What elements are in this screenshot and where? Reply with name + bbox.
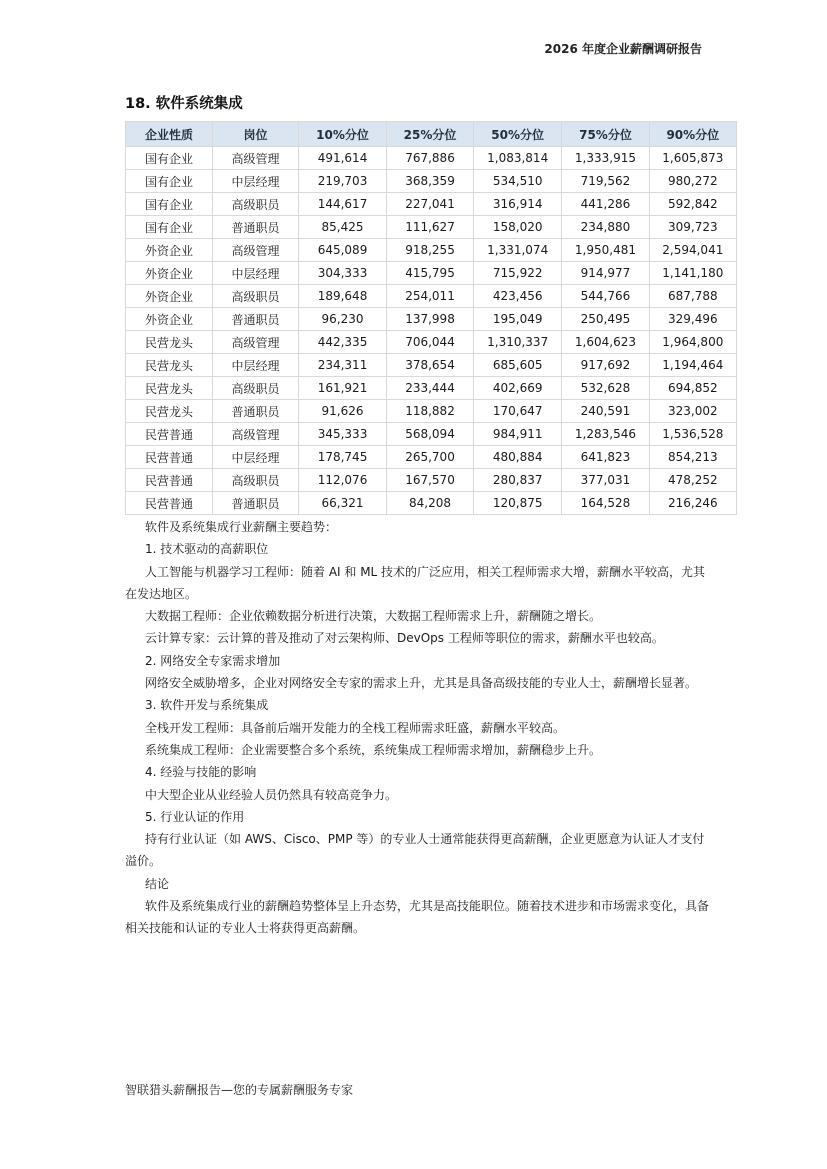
table-cell: 普通职员 xyxy=(213,216,299,239)
table-cell: 民营龙头 xyxy=(126,331,213,354)
table-cell: 2,594,041 xyxy=(649,239,736,262)
table-cell: 1,333,915 xyxy=(562,147,649,170)
table-cell: 158,020 xyxy=(474,216,562,239)
table-cell: 234,880 xyxy=(562,216,649,239)
table-cell: 民营龙头 xyxy=(126,377,213,400)
paragraph: 软件及系统集成行业薪酬主要趋势： xyxy=(145,520,338,534)
paragraph: 大数据工程师：企业依赖数据分析进行决策，大数据工程师需求上升，薪酬随之增长。 xyxy=(145,609,602,624)
table-cell: 外资企业 xyxy=(126,308,213,331)
paragraph: 结论 xyxy=(145,876,170,891)
table-cell: 227,041 xyxy=(387,193,474,216)
paragraph: 2. 网络安全专家需求增加 xyxy=(145,653,281,668)
table-cell: 233,444 xyxy=(387,377,474,400)
table-cell: 111,627 xyxy=(387,216,474,239)
table-cell: 1,310,337 xyxy=(474,331,562,354)
table-cell: 441,286 xyxy=(562,193,649,216)
paragraph: 云计算专家：云计算的普及推动了对云架构师、DevOps 工程师等职位的需求，薪酬水平也较高。 xyxy=(145,631,664,646)
table-cell: 189,648 xyxy=(299,285,387,308)
table-cell: 715,922 xyxy=(474,262,562,285)
table-cell: 66,321 xyxy=(299,492,387,515)
paragraph: 5. 行业认证的作用 xyxy=(145,809,245,824)
table-cell: 170,647 xyxy=(474,400,562,423)
table-cell: 195,049 xyxy=(474,308,562,331)
table-cell: 368,359 xyxy=(387,170,474,193)
table-cell: 568,094 xyxy=(387,423,474,446)
table-cell: 442,335 xyxy=(299,331,387,354)
table-cell: 1,283,546 xyxy=(562,423,649,446)
table-cell: 91,626 xyxy=(299,400,387,423)
table-cell: 377,031 xyxy=(562,469,649,492)
table-cell: 1,950,481 xyxy=(562,239,649,262)
table-cell: 民营普通 xyxy=(126,423,213,446)
table-cell: 304,333 xyxy=(299,262,387,285)
table-cell: 329,496 xyxy=(649,308,736,331)
table-row xyxy=(126,492,737,515)
table-cell: 中层经理 xyxy=(213,262,299,285)
paragraph: 1. 技术驱动的高薪职位 xyxy=(145,542,269,557)
table-cell: 280,837 xyxy=(474,469,562,492)
table-cell: 民营龙头 xyxy=(126,400,213,423)
table-cell: 1,604,623 xyxy=(562,331,649,354)
table-cell: 532,628 xyxy=(562,377,649,400)
table-cell: 323,002 xyxy=(649,400,736,423)
table-cell: 423,456 xyxy=(474,285,562,308)
column-header: 75%分位 xyxy=(562,122,649,147)
section-title: 18. 软件系统集成 xyxy=(125,96,243,112)
table-cell: 96,230 xyxy=(299,308,387,331)
table-cell: 167,570 xyxy=(387,469,474,492)
table-cell: 中层经理 xyxy=(213,354,299,377)
table-cell: 国有企业 xyxy=(126,147,213,170)
table-cell: 219,703 xyxy=(299,170,387,193)
table-cell: 378,654 xyxy=(387,354,474,377)
table-cell: 719,562 xyxy=(562,170,649,193)
table-cell: 1,141,180 xyxy=(649,262,736,285)
table-cell: 641,823 xyxy=(562,446,649,469)
table-cell: 民营普通 xyxy=(126,492,213,515)
table-cell: 706,044 xyxy=(387,331,474,354)
table-cell: 84,208 xyxy=(387,492,474,515)
table-cell: 高级职员 xyxy=(213,377,299,400)
table-cell: 外资企业 xyxy=(126,262,213,285)
table-cell: 309,723 xyxy=(649,216,736,239)
table-cell: 高级职员 xyxy=(213,193,299,216)
salary-table xyxy=(125,121,737,515)
table-header-row xyxy=(126,122,737,147)
table-cell: 265,700 xyxy=(387,446,474,469)
table-cell: 高级管理 xyxy=(213,147,299,170)
page-header: 2026 年度企业薪酬调研报告 xyxy=(544,42,702,56)
table-cell: 中层经理 xyxy=(213,446,299,469)
table-cell: 694,852 xyxy=(649,377,736,400)
table-cell: 544,766 xyxy=(562,285,649,308)
table-cell: 外资企业 xyxy=(126,239,213,262)
table-cell: 1,605,873 xyxy=(649,147,736,170)
table-cell: 高级职员 xyxy=(213,285,299,308)
table-cell: 914,977 xyxy=(562,262,649,285)
table-cell: 480,884 xyxy=(474,446,562,469)
table-cell: 1,536,528 xyxy=(649,423,736,446)
table-cell: 1,331,074 xyxy=(474,239,562,262)
table-cell: 161,921 xyxy=(299,377,387,400)
table-cell: 中层经理 xyxy=(213,170,299,193)
table-cell: 415,795 xyxy=(387,262,474,285)
table-cell: 402,669 xyxy=(474,377,562,400)
table-cell: 164,528 xyxy=(562,492,649,515)
table-cell: 767,886 xyxy=(387,147,474,170)
paragraph: 系统集成工程师：企业需要整合多个系统，系统集成工程师需求增加，薪酬稳步上升。 xyxy=(145,742,602,757)
table-body xyxy=(126,147,737,515)
table-cell: 917,692 xyxy=(562,354,649,377)
table-cell: 144,617 xyxy=(299,193,387,216)
table-cell: 民营普通 xyxy=(126,446,213,469)
column-header: 50%分位 xyxy=(474,122,562,147)
table-cell: 645,089 xyxy=(299,239,387,262)
trend-text xyxy=(125,516,710,940)
table-cell: 普通职员 xyxy=(213,492,299,515)
table-cell: 216,246 xyxy=(649,492,736,515)
table-row xyxy=(126,147,737,170)
table-cell: 普通职员 xyxy=(213,308,299,331)
table-cell: 918,255 xyxy=(387,239,474,262)
table-row xyxy=(126,354,737,377)
table-cell: 85,425 xyxy=(299,216,387,239)
paragraph: 网络安全威胁增多，企业对网络安全专家的需求上升，尤其是具备高级技能的专业人士，薪酬增长显著。 xyxy=(145,676,698,691)
page-footer: 智联猎头薪酬报告—您的专属薪酬服务专家 xyxy=(125,1083,354,1097)
table-cell: 234,311 xyxy=(299,354,387,377)
table-cell: 高级职员 xyxy=(213,469,299,492)
table-row xyxy=(126,239,737,262)
table-cell: 高级管理 xyxy=(213,331,299,354)
table-cell: 118,882 xyxy=(387,400,474,423)
table-row xyxy=(126,469,737,492)
column-header: 10%分位 xyxy=(299,122,387,147)
table-row xyxy=(126,400,737,423)
table-cell: 592,842 xyxy=(649,193,736,216)
table-cell: 345,333 xyxy=(299,423,387,446)
table-cell: 685,605 xyxy=(474,354,562,377)
table-cell: 250,495 xyxy=(562,308,649,331)
column-header: 25%分位 xyxy=(387,122,474,147)
paragraph: 3. 软件开发与系统集成 xyxy=(145,698,269,713)
paragraph: 中大型企业从业经验人员仍然具有较高竞争力。 xyxy=(145,787,398,802)
column-header: 企业性质 xyxy=(126,122,213,147)
table-cell: 178,745 xyxy=(299,446,387,469)
table-cell: 民营龙头 xyxy=(126,354,213,377)
table-cell: 1,964,800 xyxy=(649,331,736,354)
table-cell: 120,875 xyxy=(474,492,562,515)
table-cell: 137,998 xyxy=(387,308,474,331)
table-cell: 民营普通 xyxy=(126,469,213,492)
table-cell: 外资企业 xyxy=(126,285,213,308)
table-cell: 687,788 xyxy=(649,285,736,308)
table-cell: 国有企业 xyxy=(126,170,213,193)
table-cell: 1,083,814 xyxy=(474,147,562,170)
table-cell: 478,252 xyxy=(649,469,736,492)
table-row xyxy=(126,377,737,400)
paragraph: 4. 经验与技能的影响 xyxy=(145,765,257,780)
table-cell: 国有企业 xyxy=(126,216,213,239)
table-row xyxy=(126,331,737,354)
table-cell: 491,614 xyxy=(299,147,387,170)
table-row xyxy=(126,285,737,308)
table-cell: 980,272 xyxy=(649,170,736,193)
paragraph: 全栈开发工程师：具备前后端开发能力的全栈工程师需求旺盛，薪酬水平较高。 xyxy=(145,720,566,735)
table-cell: 国有企业 xyxy=(126,193,213,216)
table-cell: 254,011 xyxy=(387,285,474,308)
table-cell: 534,510 xyxy=(474,170,562,193)
table-cell: 854,213 xyxy=(649,446,736,469)
table-row xyxy=(126,446,737,469)
table-cell: 普通职员 xyxy=(213,400,299,423)
paragraph: 软件及系统集成行业的薪酬趋势整体呈上升态势，尤其是高技能职位。随着技术进步和市场需求变化，具备相关技能和认证的专业人士将获得更高薪酬。 xyxy=(125,899,710,936)
table-cell: 1,194,464 xyxy=(649,354,736,377)
table-cell: 112,076 xyxy=(299,469,387,492)
table-cell: 316,914 xyxy=(474,193,562,216)
table-cell: 984,911 xyxy=(474,423,562,446)
table-row xyxy=(126,308,737,331)
table-cell: 高级管理 xyxy=(213,423,299,446)
table-row xyxy=(126,262,737,285)
table-cell: 高级管理 xyxy=(213,239,299,262)
column-header: 岗位 xyxy=(213,122,299,147)
table-cell: 240,591 xyxy=(562,400,649,423)
column-header: 90%分位 xyxy=(649,122,736,147)
table-row xyxy=(126,170,737,193)
paragraph: 人工智能与机器学习工程师：随着 AI 和 ML 技术的广泛应用，相关工程师需求大增，薪酬水平较高，尤其在发达地区。 xyxy=(125,564,706,601)
table-row xyxy=(126,423,737,446)
table-row xyxy=(126,216,737,239)
paragraph: 持有行业认证（如 AWS、Cisco、PMP 等）的专业人士通常能获得更高薪酬，企业更愿意为认证人才支付溢价。 xyxy=(125,832,705,869)
table-row xyxy=(126,193,737,216)
